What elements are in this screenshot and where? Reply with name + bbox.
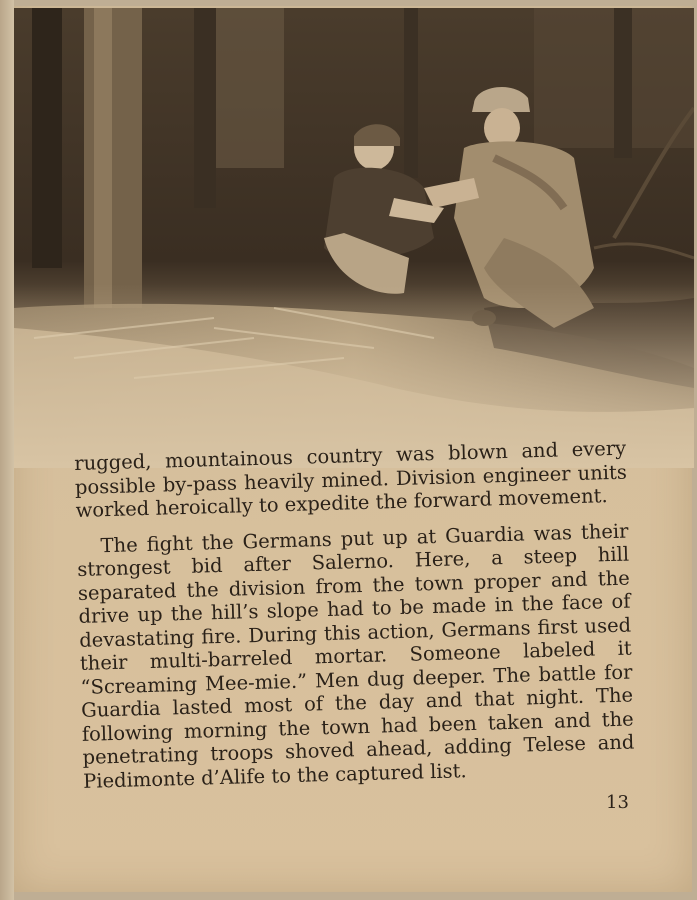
paragraph-2: The fight the Germans put up at Guardia was their strongest bid after Salerno. Here, a steep hill separated the division from the town proper and the drive up the hill’s slope had to be made in the face of devastating fire. During this action, Germans first used their multi-barreled mortar. Someone labeled it “Screaming Mee-mie.” Men dug deeper. The battle for Guardia lasted most of the day and that night. The following morning the town had been taken and the penetrating troops shoved ahead, adding Telese and Piedimonte d’Alife to the captured list. <box>76 519 635 793</box>
page-number: 13 <box>606 792 629 813</box>
paragraph-1: rugged, mountainous country was blown and every possible by-pass heavily mined. Division engineer units worked heroically to expedite the forward movement. <box>74 436 628 522</box>
photo-illustration <box>14 8 694 468</box>
page-spine-edge <box>0 0 14 900</box>
soldiers-photograph <box>14 8 694 468</box>
article-body <box>74 437 636 805</box>
